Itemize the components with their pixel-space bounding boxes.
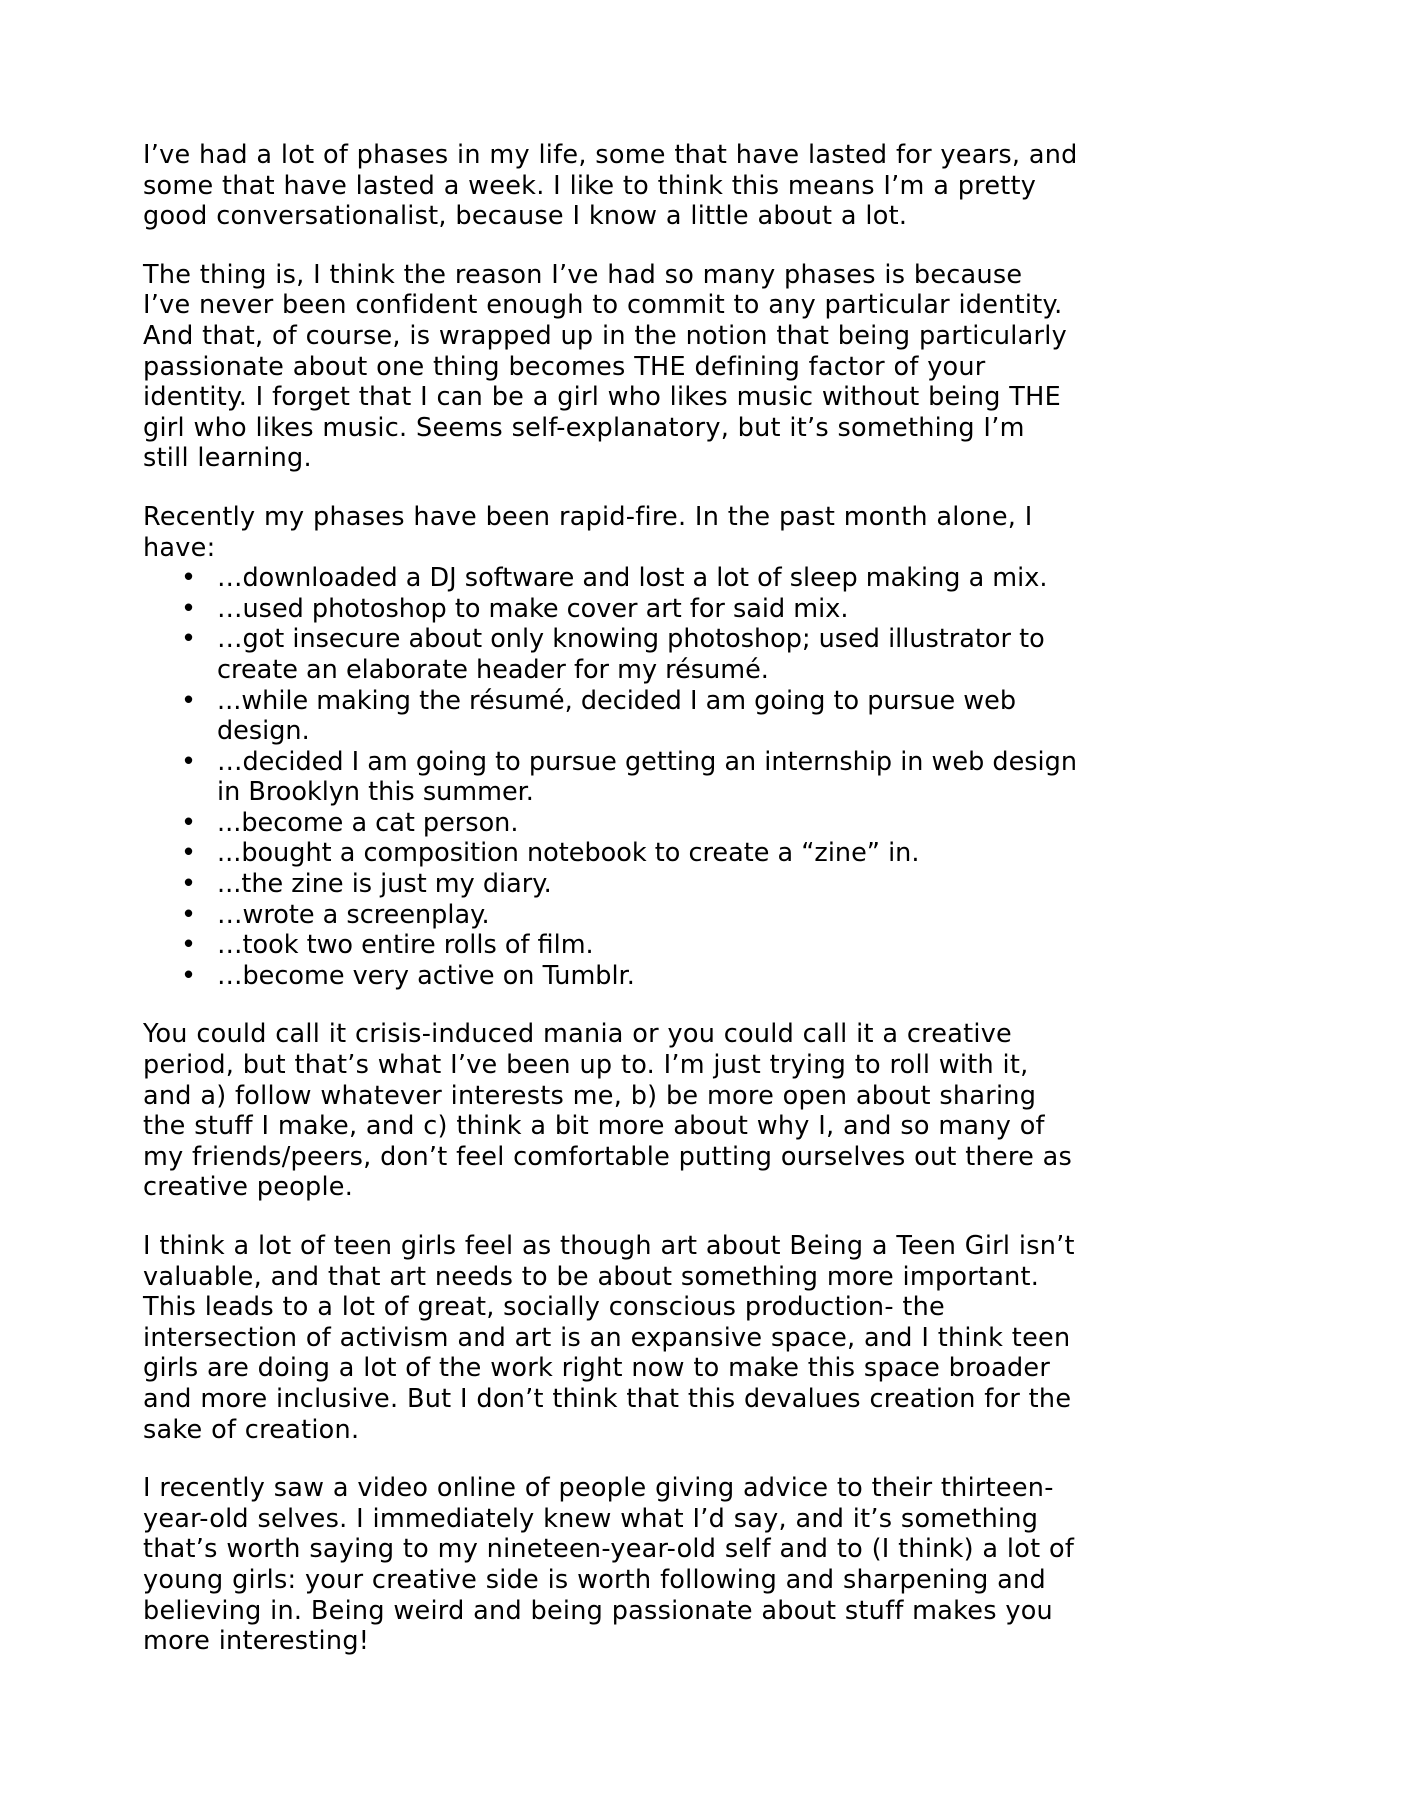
bullet-icon: • [181, 807, 197, 838]
paragraph-creative-period: You could call it crisis-induced mania or you could call it a creative period, but that’s what I’ve been up to. I’m just trying to roll with it, and a) follow whatever interests me, b) be more open about sharing the stuff I make, and c) think a bit more about why I, and so many of my friends/peers, don’t feel comfortable putting ourselves out there as creative people. [143, 1019, 1073, 1203]
bullet-icon: • [181, 960, 197, 991]
paragraph-advice-to-younger-self: I recently saw a video online of people giving advice to their thirteen-year-old selves. I immediately knew what I’d say, and it’s something that’s worth saying to my nineteen-year-old self and to (I think) a lot of young girls: your creative side is worth following and sharpening and believing in. Being weird and being passionate about stuff makes you more interesting! [143, 1473, 1075, 1657]
list-item [143, 838, 1078, 869]
list-item [143, 961, 1078, 992]
list-item-label: …become very active on Tumblr. [217, 960, 635, 991]
list-item [143, 594, 1078, 625]
list-item [143, 808, 1078, 839]
list-item [143, 869, 1078, 900]
list-item-label: ...bought a composition notebook to create a “zine” in. [217, 838, 920, 869]
list-item-label: ...become a cat person. [217, 807, 519, 838]
bullet-icon: • [181, 899, 197, 930]
list-item [143, 563, 1078, 594]
bullet-icon: • [181, 624, 197, 655]
list-item [143, 624, 1078, 685]
list-item [143, 686, 1078, 747]
list-item [143, 900, 1078, 931]
phase-list [143, 563, 1078, 991]
list-item-label: …decided I am going to pursue getting an internship in web design in Brooklyn this summer. [217, 746, 1077, 808]
bullet-icon: • [181, 746, 197, 777]
list-item-label: …wrote a screenplay. [217, 899, 490, 930]
paragraph-identity-reflection: The thing is, I think the reason I’ve had so many phases is because I’ve never been confident enough to commit to any particular identity. And that, of course, is wrapped up in the notion that being particularly passionate about one thing becomes THE defining factor of your identity. I forget that I can be a girl who likes music without being THE girl who likes music. Seems self-explanatory, but it’s something I’m still learning. [143, 259, 1067, 474]
bullet-icon: • [181, 563, 197, 594]
paragraph-phases-intro: I’ve had a lot of phases in my life, some that have lasted for years, and some that have lasted a week. I like to think this means I’m a pretty good conversationalist, because I know a little about a lot. [143, 140, 1078, 232]
list-item-label: ...the zine is just my diary. [217, 869, 552, 900]
bullet-icon: • [181, 869, 197, 900]
bullet-icon: • [181, 593, 197, 624]
bullet-icon: • [181, 685, 197, 716]
bullet-icon: • [181, 930, 197, 961]
document-body [143, 140, 1078, 1685]
bullet-icon: • [181, 838, 197, 869]
list-item [143, 930, 1078, 961]
list-item-label: ...while making the résumé, decided I am going to pursue web design. [217, 685, 1017, 747]
list-item-label: …got insecure about only knowing photoshop; used illustrator to create an elaborate header for my résumé. [217, 624, 1045, 685]
paragraph-teen-girl-art: I think a lot of teen girls feel as though art about Being a Teen Girl isn’t valuable, and that art needs to be about something more important. This leads to a lot of great, socially conscious production- the intersection of activism and art is an expansive space, and I think teen girls are doing a lot of the work right now to make this space broader and more inclusive. But I don’t think that this devalues creation for the sake of creation. [143, 1231, 1075, 1445]
paragraph-recent-phases-intro: Recently my phases have been rapid-fire. In the past month alone, I have: [143, 501, 1033, 563]
list-item-label: …downloaded a DJ software and lost a lot of sleep making a mix. [217, 563, 1048, 594]
list-item-label: …used photoshop to make cover art for said mix. [217, 593, 849, 624]
list-item-label: …took two entire rolls of film. [217, 930, 594, 961]
list-item [143, 747, 1078, 808]
